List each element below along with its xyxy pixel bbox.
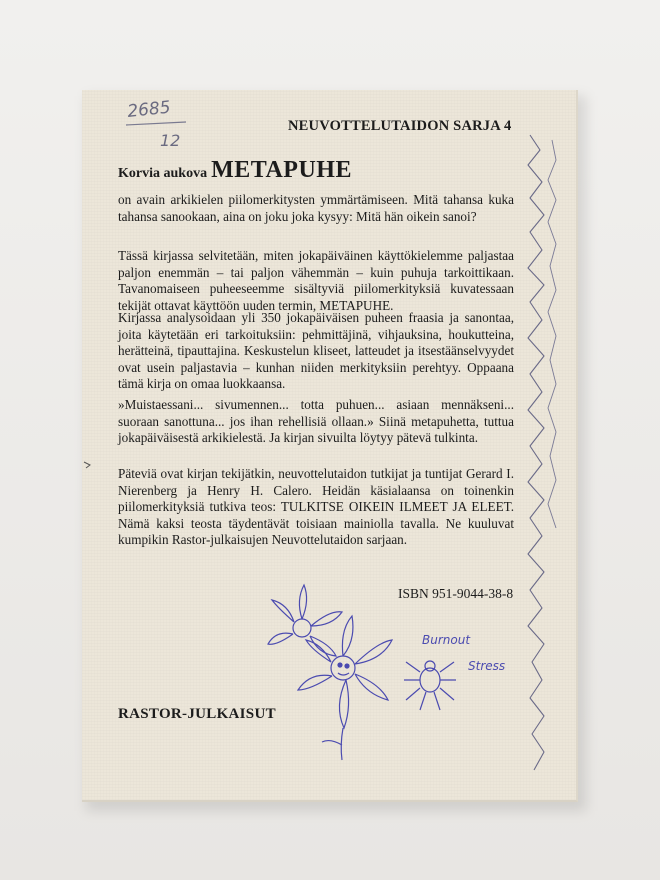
title-main: METAPUHE <box>211 157 352 183</box>
pencil-fraction: 12 <box>160 131 181 150</box>
paragraph-analysis: Kirjassa analysoidaan yli 350 jokapäiväisen puheen fraasia ja sanontaa, joita käytetään eri tarkoituksiin: pehmittäjinä, vihjauksina, houkutteina, herätteinä, tipauttajina. Keskustelun kliseet, latteudet ja itsestäänselvyydet ovat usein paljastavia – kunhan niiden merkityksiin perehtyy. Oppaana tämä kirja on omaa luokkaansa. <box>118 310 514 392</box>
publisher: RASTOR-JULKAISUT <box>118 706 276 722</box>
book-title <box>118 157 352 184</box>
paragraph-authors: Päteviä ovat kirjan tekijätkin, neuvottelutaidon tutkijat ja tuntijat Gerard I. Nierenberg ja Henry H. Calero. Heidän käsialaansa on toinenkin piilomerkityksiä tutkiva teos: TULKITSE OIKEIN ILMEET JA ELEET. Nämä kaksi teosta täydentävät toisiaan mainiolla tavalla. Ne kuuluvat kumpikin Rastor-julkaisujen Neuvottelutaidon sarjaan. <box>118 466 514 548</box>
series-title: NEUVOTTELUTAIDON SARJA 4 <box>288 118 512 134</box>
paragraph-description: Tässä kirjassa selvitetään, miten jokapäiväinen käyttökielemme paljastaa paljon enemmän – tai paljon vähemmän – kuin puhuja tarkoittikaan. Tavanomaiseen puheeseemme sisältyviä piilomerkityksiä kuvatessaan tekijät ottavat käyttöön uuden termin, METAPUHE. <box>118 248 514 313</box>
doodle-word-stress: Stress <box>468 659 506 673</box>
isbn: ISBN 951-9044-38-8 <box>398 586 514 601</box>
title-prefix: Korvia aukova <box>118 166 208 181</box>
paragraph-intro: on avain arkikielen piilomerkitysten ymmärtämiseen. Mitä tahansa kuka tahansa sanookaan, aina on joku joka kysyy: Mitä hän oikein sanoi? <box>118 192 514 224</box>
paragraph-quote: »Muistaessani... sivumennen... totta puhuen... asiaan mennäkseni... suoraan sanottuna... jos ihan rehellisiä ollaan.» Siinä metapuhetta, tuttua jokapäiväisestä arkikielestä. Ja kirjan sivuilta löytyy pätevä tulkinta. <box>118 397 514 446</box>
pencil-number: 2685 <box>126 97 172 122</box>
doodle-word-burnout: Burnout <box>422 633 471 647</box>
